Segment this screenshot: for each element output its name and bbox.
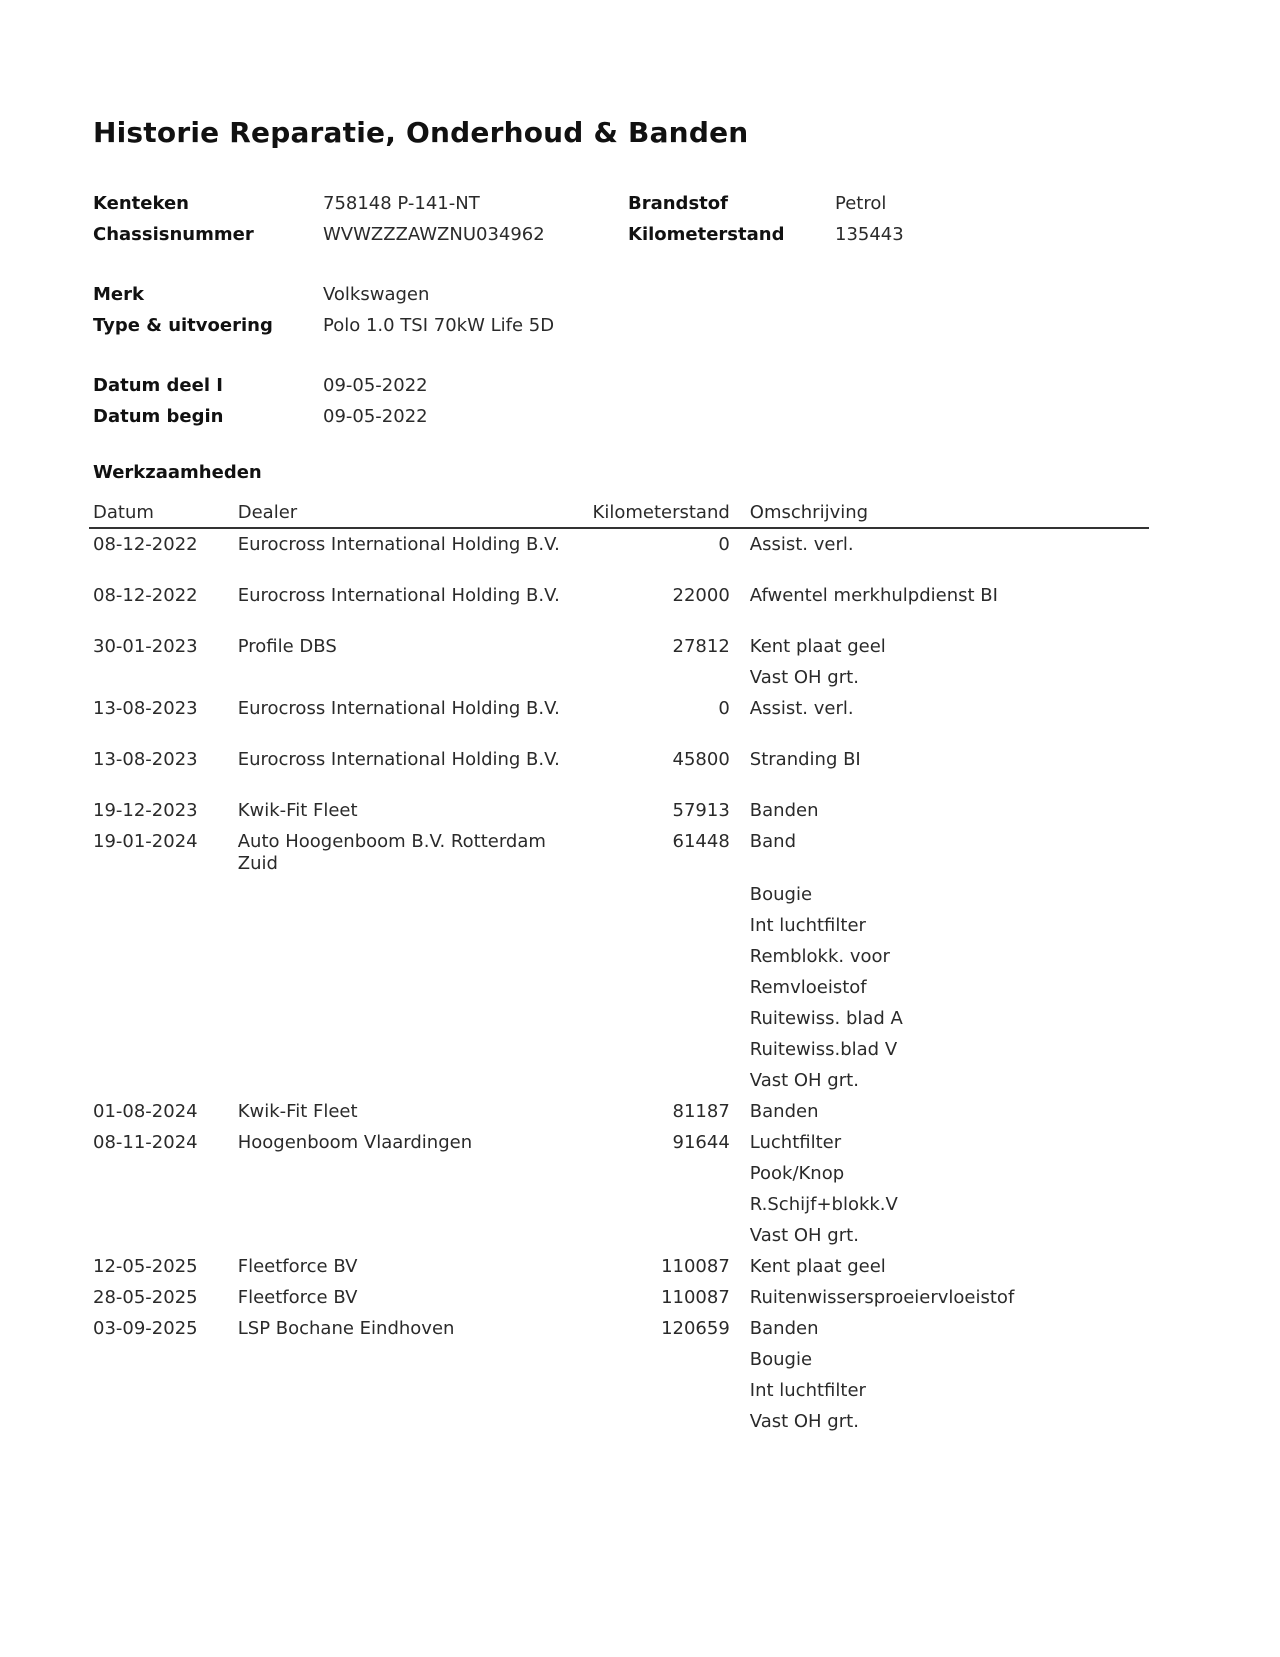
omschrijving-item: Kent plaat geel [749, 636, 886, 657]
cell-dealer: Hoogenboom Vlaardingen [237, 1132, 473, 1153]
info-row-merk [93, 279, 628, 310]
cell-dealer: Eurocross International Holding B.V. [237, 534, 560, 555]
omschrijving-item: Vast OH grt. [749, 1411, 859, 1432]
cell-datum: 01-08-2024 [93, 1101, 198, 1122]
omschrijving-item: Banden [749, 1318, 819, 1339]
cell-kilometerstand: 57913 [672, 800, 730, 821]
omschrijving-item: Ruitewiss.blad V [749, 1039, 898, 1060]
cell-datum: 13-08-2023 [93, 698, 198, 719]
datum-begin-value: 09-05-2022 [323, 406, 428, 427]
cell-omschrijving [741, 580, 1149, 611]
cell-omschrijving [741, 529, 1149, 560]
info-row-datum-begin [93, 401, 628, 432]
merk-label: Merk [93, 284, 144, 305]
cell-omschrijving [741, 1251, 1149, 1282]
cell-omschrijving [741, 744, 1149, 775]
table-row [89, 693, 1149, 744]
kenteken-value: 758148 P-141-NT [323, 193, 480, 214]
cell-dealer: Eurocross International Holding B.V. [237, 585, 560, 606]
cell-datum: 13-08-2023 [93, 749, 198, 770]
table-row [89, 580, 1149, 631]
cell-kilometerstand: 81187 [672, 1101, 730, 1122]
omschrijving-item: Vast OH grt. [749, 1225, 859, 1246]
info-row-chassis [93, 219, 904, 250]
cell-kilometerstand: 110087 [661, 1287, 730, 1308]
omschrijving-item: Assist. verl. [749, 534, 854, 555]
cell-dealer: Kwik-Fit Fleet [237, 1101, 358, 1122]
vehicle-model-block [93, 279, 628, 341]
cell-omschrijving [741, 1313, 1149, 1437]
datum-begin-label: Datum begin [93, 406, 224, 427]
cell-omschrijving [741, 826, 1149, 1096]
cell-omschrijving [741, 693, 1149, 724]
cell-kilometerstand: 0 [718, 534, 730, 555]
cell-omschrijving [741, 1282, 1149, 1313]
cell-omschrijving [741, 1096, 1149, 1127]
cell-omschrijving [741, 795, 1149, 826]
cell-kilometerstand: 120659 [661, 1318, 730, 1339]
cell-datum: 19-12-2023 [93, 800, 198, 821]
info-row-type [93, 310, 628, 341]
cell-datum: 08-12-2022 [93, 534, 198, 555]
omschrijving-item: Band [749, 831, 796, 852]
cell-datum: 08-11-2024 [93, 1132, 198, 1153]
brandstof-value: Petrol [835, 193, 887, 214]
omschrijving-item: Banden [749, 800, 819, 821]
kilometerstand-label: Kilometerstand [628, 224, 785, 245]
cell-dealer: Profile DBS [237, 636, 337, 657]
omschrijving-item: Pook/Knop [749, 1163, 845, 1184]
chassis-value: WVWZZZAWZNU034962 [323, 224, 545, 245]
table-row [89, 1127, 1149, 1251]
cell-kilometerstand: 27812 [672, 636, 730, 657]
omschrijving-item: Bougie [749, 884, 813, 905]
omschrijving-item: Vast OH grt. [749, 1070, 859, 1091]
cell-kilometerstand: 45800 [672, 749, 730, 770]
table-row [89, 1251, 1149, 1282]
cell-dealer: Fleetforce BV [237, 1256, 358, 1277]
cell-omschrijving [741, 1127, 1149, 1251]
cell-datum: 08-12-2022 [93, 585, 198, 606]
werkzaamheden-table [89, 498, 1149, 1437]
cell-dealer: Auto Hoogenboom B.V. Rotterdam Zuid [237, 831, 546, 874]
table-row [89, 744, 1149, 795]
kenteken-label: Kenteken [93, 193, 189, 214]
info-row-kenteken [93, 188, 904, 219]
omschrijving-item: Vast OH grt. [749, 667, 859, 688]
cell-dealer: LSP Bochane Eindhoven [237, 1318, 455, 1339]
cell-dealer: Eurocross International Holding B.V. [237, 749, 560, 770]
omschrijving-item: Remvloeistof [749, 977, 867, 998]
kilometerstand-value: 135443 [835, 224, 904, 245]
type-value: Polo 1.0 TSI 70kW Life 5D [323, 315, 555, 336]
vehicle-id-block [93, 188, 904, 250]
header-omschrijving: Omschrijving [749, 502, 869, 523]
chassis-label: Chassisnummer [93, 224, 254, 245]
table-row [89, 1282, 1149, 1313]
cell-kilometerstand: 0 [718, 698, 730, 719]
omschrijving-item: Int luchtfilter [749, 915, 866, 936]
cell-dealer: Kwik-Fit Fleet [237, 800, 358, 821]
table-row [89, 795, 1149, 826]
cell-datum: 28-05-2025 [93, 1287, 198, 1308]
table-row [89, 529, 1149, 580]
omschrijving-item: Afwentel merkhulpdienst BI [749, 585, 998, 606]
cell-kilometerstand: 91644 [672, 1132, 730, 1153]
table-header [89, 498, 1149, 529]
cell-datum: 12-05-2025 [93, 1256, 198, 1277]
omschrijving-item: Luchtfilter [749, 1132, 842, 1153]
omschrijving-item: Banden [749, 1101, 819, 1122]
omschrijving-item: Stranding BI [749, 749, 861, 770]
omschrijving-item: Bougie [749, 1349, 813, 1370]
omschrijving-item: Kent plaat geel [749, 1256, 886, 1277]
omschrijving-item: R.Schijf+blokk.V [749, 1194, 898, 1215]
datum-deel-label: Datum deel I [93, 375, 223, 396]
omschrijving-item: Int luchtfilter [749, 1380, 866, 1401]
cell-kilometerstand: 61448 [672, 831, 730, 852]
cell-datum: 03-09-2025 [93, 1318, 198, 1339]
cell-omschrijving [741, 631, 1149, 693]
omschrijving-item: Assist. verl. [749, 698, 854, 719]
info-row-datum-deel [93, 370, 628, 401]
cell-kilometerstand: 22000 [672, 585, 730, 606]
table-row [89, 1313, 1149, 1437]
cell-dealer: Eurocross International Holding B.V. [237, 698, 560, 719]
brandstof-label: Brandstof [628, 193, 728, 214]
cell-datum: 30-01-2023 [93, 636, 198, 657]
table-row [89, 631, 1149, 693]
vehicle-dates-block [93, 370, 628, 432]
header-dealer: Dealer [237, 502, 298, 523]
header-kilometerstand: Kilometerstand [592, 502, 730, 523]
werkzaamheden-title: Werkzaamheden [93, 462, 262, 483]
cell-dealer: Fleetforce BV [237, 1287, 358, 1308]
cell-kilometerstand: 110087 [661, 1256, 730, 1277]
omschrijving-item: Remblokk. voor [749, 946, 890, 967]
datum-deel-value: 09-05-2022 [323, 375, 428, 396]
omschrijving-item: Ruitewiss. blad A [749, 1008, 903, 1029]
cell-datum: 19-01-2024 [93, 831, 198, 852]
type-label: Type & uitvoering [93, 315, 273, 336]
table-row [89, 1096, 1149, 1127]
table-row [89, 826, 1149, 1096]
table-body [89, 529, 1149, 1437]
omschrijving-item: Ruitenwissersproeiervloeistof [749, 1287, 1015, 1308]
omschrijving-item [750, 857, 1149, 879]
page-title: Historie Reparatie, Onderhoud & Banden [93, 116, 749, 149]
merk-value: Volkswagen [323, 284, 430, 305]
header-datum: Datum [93, 502, 154, 523]
